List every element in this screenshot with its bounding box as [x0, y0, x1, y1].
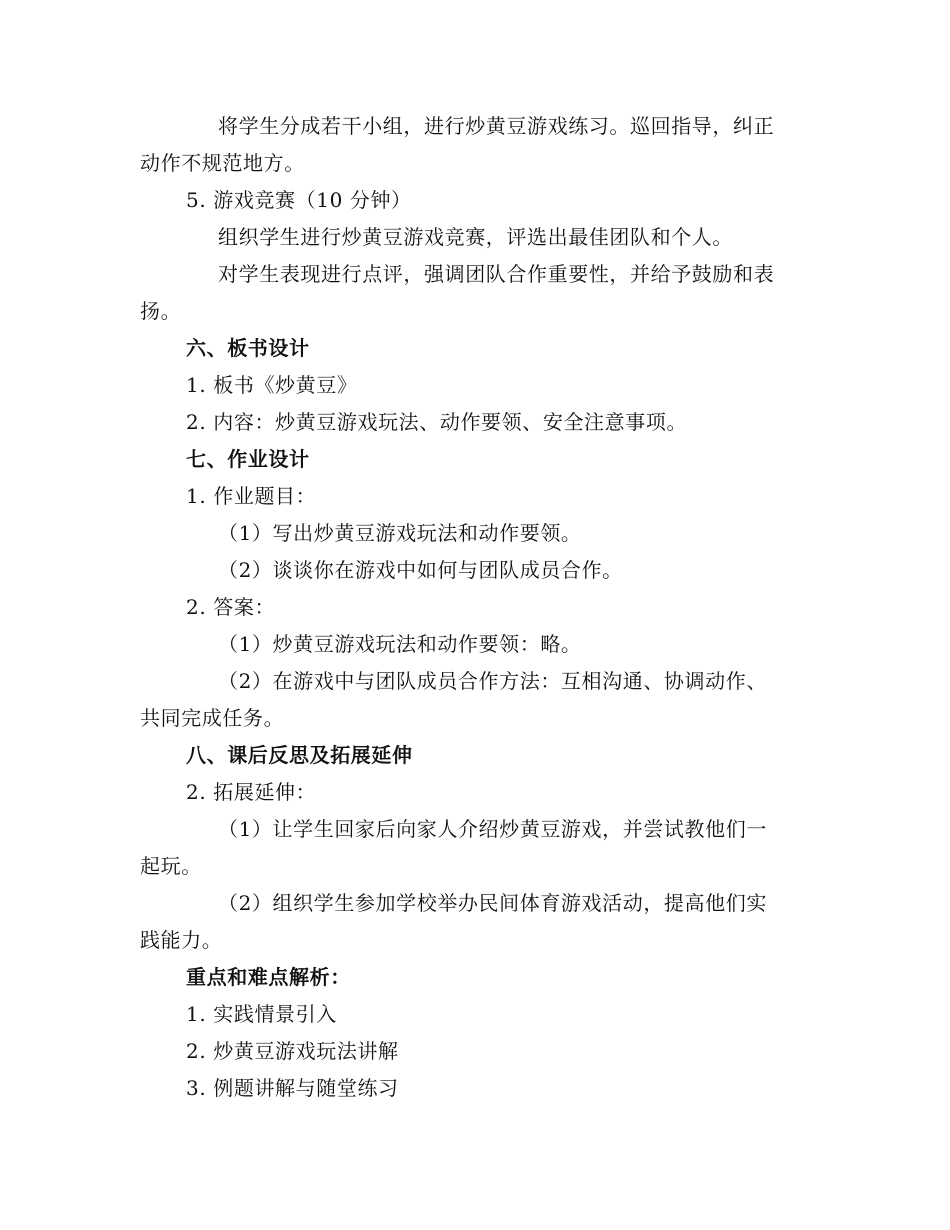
list-item: 2. 内容：炒黄豆游戏玩法、动作要领、安全注意事项。	[186, 410, 688, 434]
paragraph-line: 动作不规范地方。	[140, 151, 305, 175]
section-heading: 重点和难点解析：	[186, 965, 351, 989]
sub-list-item: （2）谈谈你在游戏中如何与团队成员合作。	[218, 558, 623, 582]
paragraph-line: 将学生分成若干小组，进行炒黄豆游戏练习。巡回指导，纠正	[218, 114, 775, 138]
paragraph-line: 对学生表现进行点评，强调团队合作重要性，并给予鼓励和表	[218, 262, 775, 286]
list-item: 2. 炒黄豆游戏玩法讲解	[186, 1039, 399, 1063]
sub-list-item: （2）在游戏中与团队成员合作方法：互相沟通、协调动作、	[218, 669, 767, 693]
list-item: 1. 实践情景引入	[186, 1002, 337, 1026]
paragraph-line: 共同完成任务。	[140, 706, 285, 730]
sub-list-item: （2）组织学生参加学校举办民间体育游戏活动，提高他们实	[218, 891, 767, 915]
list-item: 1. 作业题目：	[186, 484, 317, 508]
paragraph-line: 践能力。	[140, 928, 223, 952]
list-item: 2. 答案：	[186, 595, 276, 619]
sub-list-item: （1）让学生回家后向家人介绍炒黄豆游戏，并尝试教他们一	[218, 817, 767, 841]
list-item: 3. 例题讲解与随堂练习	[186, 1076, 399, 1100]
list-item: 2. 拓展延伸：	[186, 780, 317, 804]
paragraph-line: 组织学生进行炒黄豆游戏竞赛，评选出最佳团队和个人。	[218, 225, 733, 249]
section-heading: 八、课后反思及拓展延伸	[186, 743, 413, 767]
sub-list-item: （1）炒黄豆游戏玩法和动作要领：略。	[218, 632, 582, 656]
paragraph-line: 起玩。	[140, 854, 202, 878]
sub-list-item: （1）写出炒黄豆游戏玩法和动作要领。	[218, 521, 582, 545]
paragraph-line: 扬。	[140, 299, 182, 323]
list-item: 1. 板书《炒黄豆》	[186, 373, 358, 397]
section-heading: 六、板书设计	[186, 336, 310, 360]
list-item: 5. 游戏竞赛（10 分钟）	[186, 188, 412, 212]
section-heading: 七、作业设计	[186, 447, 310, 471]
